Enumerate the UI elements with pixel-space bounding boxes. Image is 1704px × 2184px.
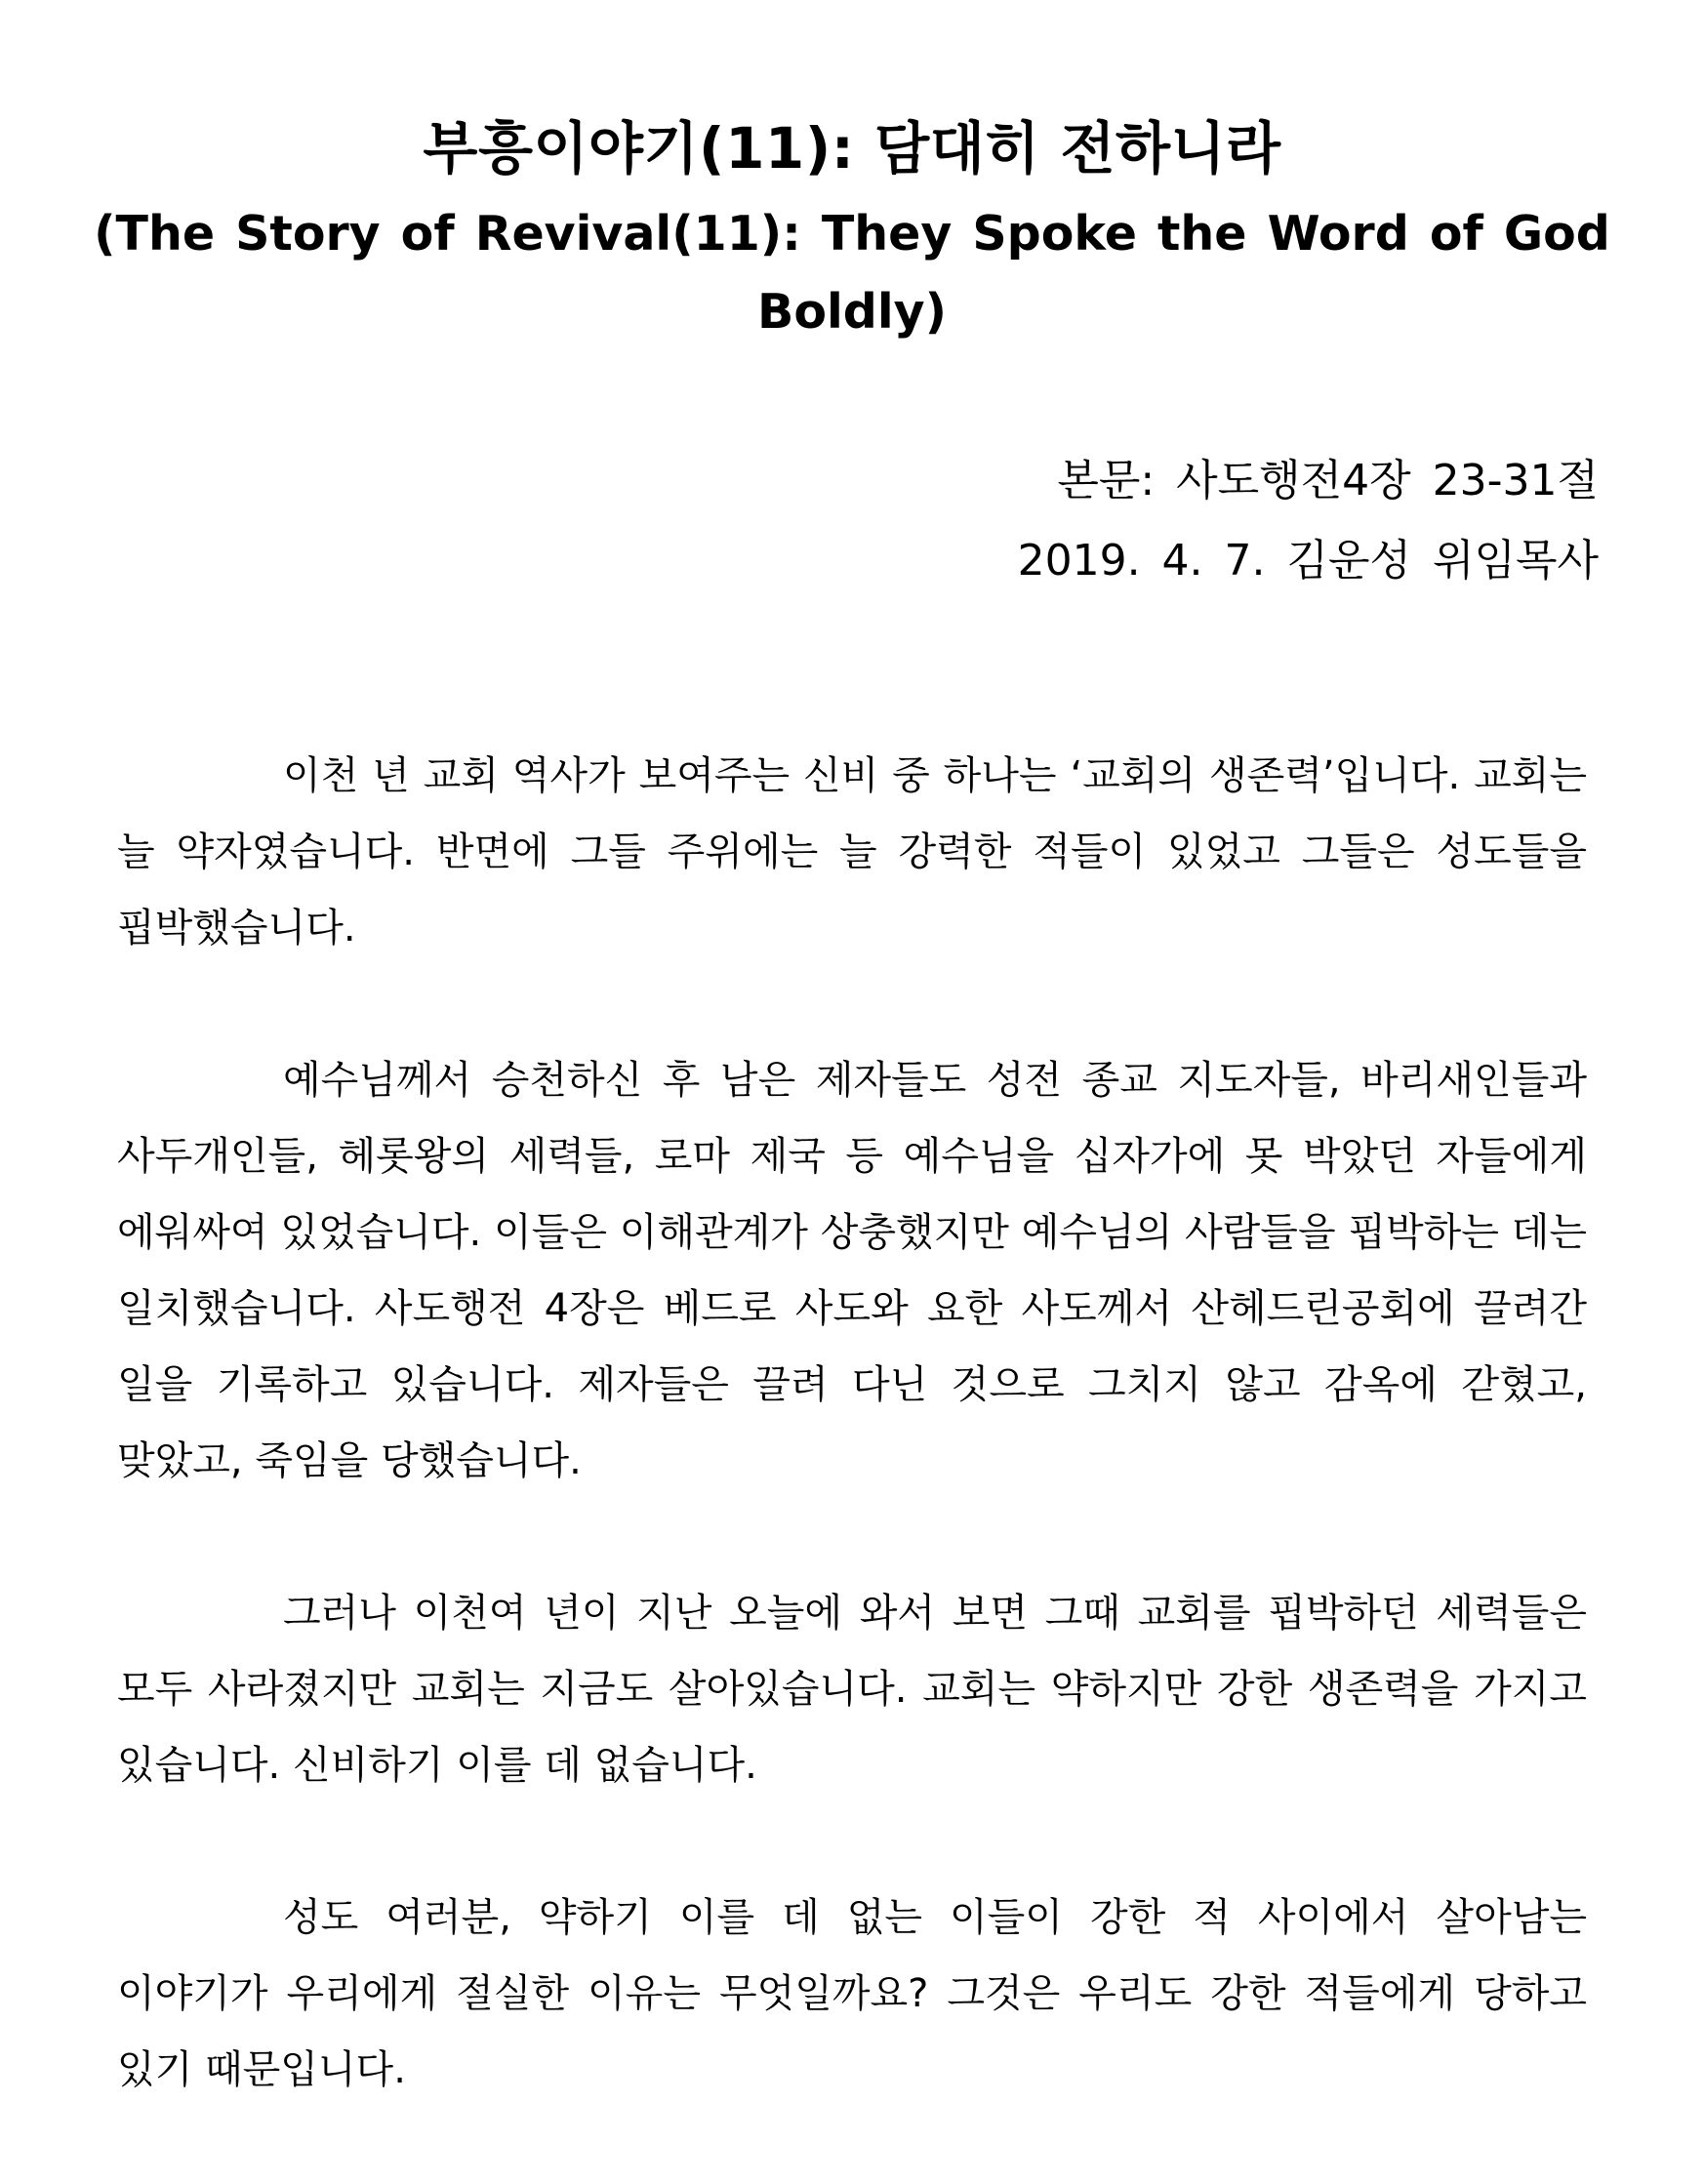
title-block bbox=[0, 109, 1704, 351]
sermon-title-english: (The Story of Revival(11): They Spoke the Word of God Boldly) bbox=[94, 206, 1610, 340]
sermon-body bbox=[117, 738, 1587, 2184]
body-paragraph: 예수님께서 승천하신 후 남은 제자들도 성전 종교 지도자들, 바리새인들과 사두개인들, 헤롯왕의 세력들, 로마 제국 등 예수님을 십자가에 못 박았던 자들에게 에워싸여 있었습니다. 이들은 이해관계가 상충했지만 예수님의 사람들을 핍박하는 데는 일치했습니다. 사도행전 4장은 베드로 사도와 요한 사도께서 산헤드린공회에 끌려간 일을 기록하고 있습니다. 제자들은 끌려 다닌 것으로 그치지 않고 감옥에 갇혔고, 맞았고, 죽임을 당했습니다. bbox=[117, 1058, 1587, 1483]
body-paragraph: 그러나 이천여 년이 지난 오늘에 와서 보면 그때 교회를 핍박하던 세력들은 모두 사라졌지만 교회는 지금도 살아있습니다. 교회는 약하지만 강한 생존력을 가지고 있습니다. 신비하기 이를 데 없습니다. bbox=[117, 1591, 1587, 1788]
body-paragraph: 성도 여러분, 약하기 이를 데 없는 이들이 강한 적 사이에서 살아남는 이야기가 우리에게 절실한 이유는 무엇일까요? 그것은 우리도 강한 적들에게 당하고 있기 때문입니다. bbox=[117, 1895, 1587, 2092]
sermon-title-korean: 부흥이야기(11): 담대히 전하니라 bbox=[423, 115, 1281, 182]
sermon-meta bbox=[1018, 441, 1599, 601]
date-and-author: 2019. 4. 7. 김운성 위임목사 bbox=[1017, 536, 1599, 586]
scripture-reference: 본문: 사도행전4장 23-31절 bbox=[1057, 456, 1599, 506]
body-paragraph: 이천 년 교회 역사가 보여주는 신비 중 하나는 ‘교회의 생존력’입니다. 교회는 늘 약자였습니다. 반면에 그들 주위에는 늘 강력한 적들이 있었고 그들은 성도들을 핍박했습니다. bbox=[117, 753, 1587, 950]
